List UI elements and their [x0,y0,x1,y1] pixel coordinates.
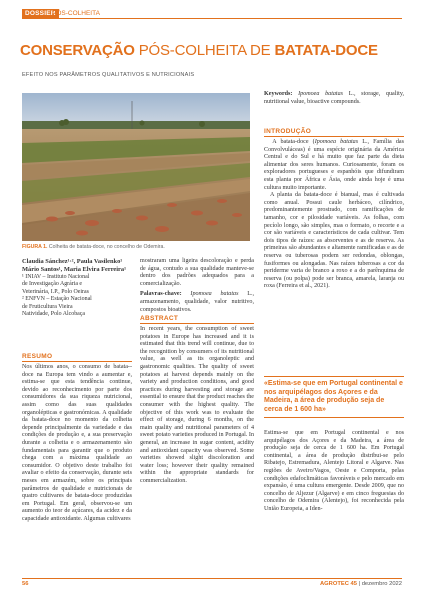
affiliation-2-line-3: Natividade, Polo Alcobaça [22,311,85,318]
harvest-photo [22,93,250,241]
resumo-section [22,353,132,523]
pull-quote: «Estima-se que em Portugal continental e nos arquipélagos dos Açores e da Madeira, a área de produção seja de cerca de 1 600 ha» [264,376,404,418]
introduction-paragraph-1: A batata-doce (Ipomoea batatas L., Família das Convolvuláceas) é uma espécie originária da América Central e do Sul e há muito que faz parte da dieta alimentar dos seres humanos. Curiosamente, foram os exploradores portugueses e espanhóis que difundiram esta planta por África e Ásia, onde ainda hoje é uma cultura muito importante. [264,139,404,191]
affiliation-1-line-3: Veterinária, I.P., Polo Oeiras [22,288,89,295]
section-tag: PÓS-COLHEITA [52,10,100,17]
article-subtitle: EFEITO NOS PARÂMETROS QUALITATIVOS E NUTRICIONAIS [22,72,195,78]
abstract-heading: ABSTRACT [140,315,254,324]
author-names-2: Mário Santos¹, Maria Elvira Ferreira¹ [22,266,126,273]
footer-rule [22,578,402,579]
figure-caption: FIGURA 1. Colheita de batata-doce, no concelho de Odemira. [22,244,165,250]
affiliation-2-line-1: ² ENFVN – Estação Nacional [22,296,92,303]
resumo-heading: RESUMO [22,353,132,362]
article-title: CONSERVAÇÃO PÓS-COLHEITA DE BATATA-DOCE [20,42,378,59]
affiliation-2-line-2: de Fruticultura Vieira [22,303,73,310]
abstract-section [140,315,254,485]
resumo-text: Nos últimos anos, o consumo de batata--doce na Europa tem vindo a aumentar e, estima-se que esta tendência continue, devido ao reconhecimento por parte dos consumidores da sua riqueza nutricional, assim como das suas qualidades organolépticas e gastronómicas. A qualidade da batata-doce no momento da colheita depende principalmente da variedade e das condições de produção e, a sua preservação durante a colheita e o armazenamento são fundamentais para garantir que o produto chega com a máxima qualidade ao consumidor. O objetivo deste trabalho foi avaliar o efeito da conservação, durante seis meses em armazém, sobre os principais parâmetros de qualidade e nutricionais de quatro cultivares de batata-doce produzidas em Portugal. Em geral, observou-se um aumento do teor de açúcares, da acidez e da capacidade antioxidante. Algumas cultivares [22,364,132,522]
magazine-footer: AGROTEC 45 | dezembro 2022 [319,581,402,587]
author-names-1: Claudia Sánchez¹·², Paula Vasilenko¹ [22,258,123,265]
resumo-continued-text: mostraram uma ligeira descoloração e perda de água, contudo a sua qualidade manteve-se dentro dos padrões adequados para a comercialização. [140,258,254,287]
field-image [22,93,250,241]
dossier-tag: DOSSIER [22,9,59,18]
abstract-text: In recent years, the consumption of sweet potatoes in Europe has increased and it is estimated that this trend will continue, due to the recognition by consumers of its nutritional value, as well as its organoleptic and gastronomic qualities. The quality of sweet potatoes at harvest depends mainly on the variety and production conditions, and good practices during harvesting and storage are essential to ensure that the product reaches the consumer with the highest quality. The objective of this work was to evaluate the effect of storage, during 6 months, on the main quality and nutritional parameters of 4 sweet potato varieties produced in Portugal. In general, an increase in sugar content, acidity and antioxidant capacity was observed. Some varieties showed slight discoloration and water loss; however their quality remained within the appropriate standards for commercialization. [140,326,254,484]
right-bottom-text: Estima-se que em Portugal continental e nos arquipélagos dos Açores e da Madeira, a área de produção seja de cerca de 1 600 ha. Em Portugal continental, a área de produção distribui-se pelo Ribatejo, Estremadura, Alentejo Litoral e Algarve. Nas regiões de Aveiro/Vagos, Oeste e Comporta, pelas condições edafoclimáticas favoráveis e pelo mercado em expansão, é uma cultura emergente. Desde 2009, que no concelho de Aljezur (Algarve) e em cinco freguesias do concelho de Odemira (Alentejo), foi reconhecida pela União Europeia, a Iden- [264,430,404,512]
introduction-paragraph-2: A planta da batata-doce é bianual, mas é cultivada como anual. Possui caule herbáceo, cilíndrico, predominantemente prostrado, com ramificações de tamanho, cor e pilosidade variáveis. As folhas, com pecíolo longo, são simples, mas o formato, o recorte e a cor são variáveis e característicos de cada cultivar. Tem dois tipos de raízes: as absorventes e as de reserva. As primeiras são abundantes e altamente ramificadas e as de reserva ou tuberosas podem ser redondas, oblongas, fusiformes ou alongadas. Nas raízes tuberosas a cor da periderme varia de branco a roxo e a do parênquima de reserva (ou polpa) pode ser branca, amarela, laranja ou roxa (Ferreira et al., 2021). [264,192,405,290]
affiliation-1-line-2: de Investigação Agrária e [22,281,83,288]
authors-block [22,258,132,318]
resumo-continued [140,258,254,314]
page-number: 56 [22,581,29,587]
introduction-heading: INTRODUÇÃO [264,128,404,137]
keywords-en: Keywords: Ipomoea batatas L., storage, quality, nutritional value, bioactive compounds. [264,91,404,105]
palavras-chave: Palavras-chave: Ipomoea batatas L., armazenamento, qualidade, valor nutritivo, compostos bioativos. [140,291,254,313]
affiliation-1-line-1: ¹ INIAV – Instituto Nacional [22,274,90,280]
header-rule [22,18,402,19]
introduction-section [264,128,404,291]
